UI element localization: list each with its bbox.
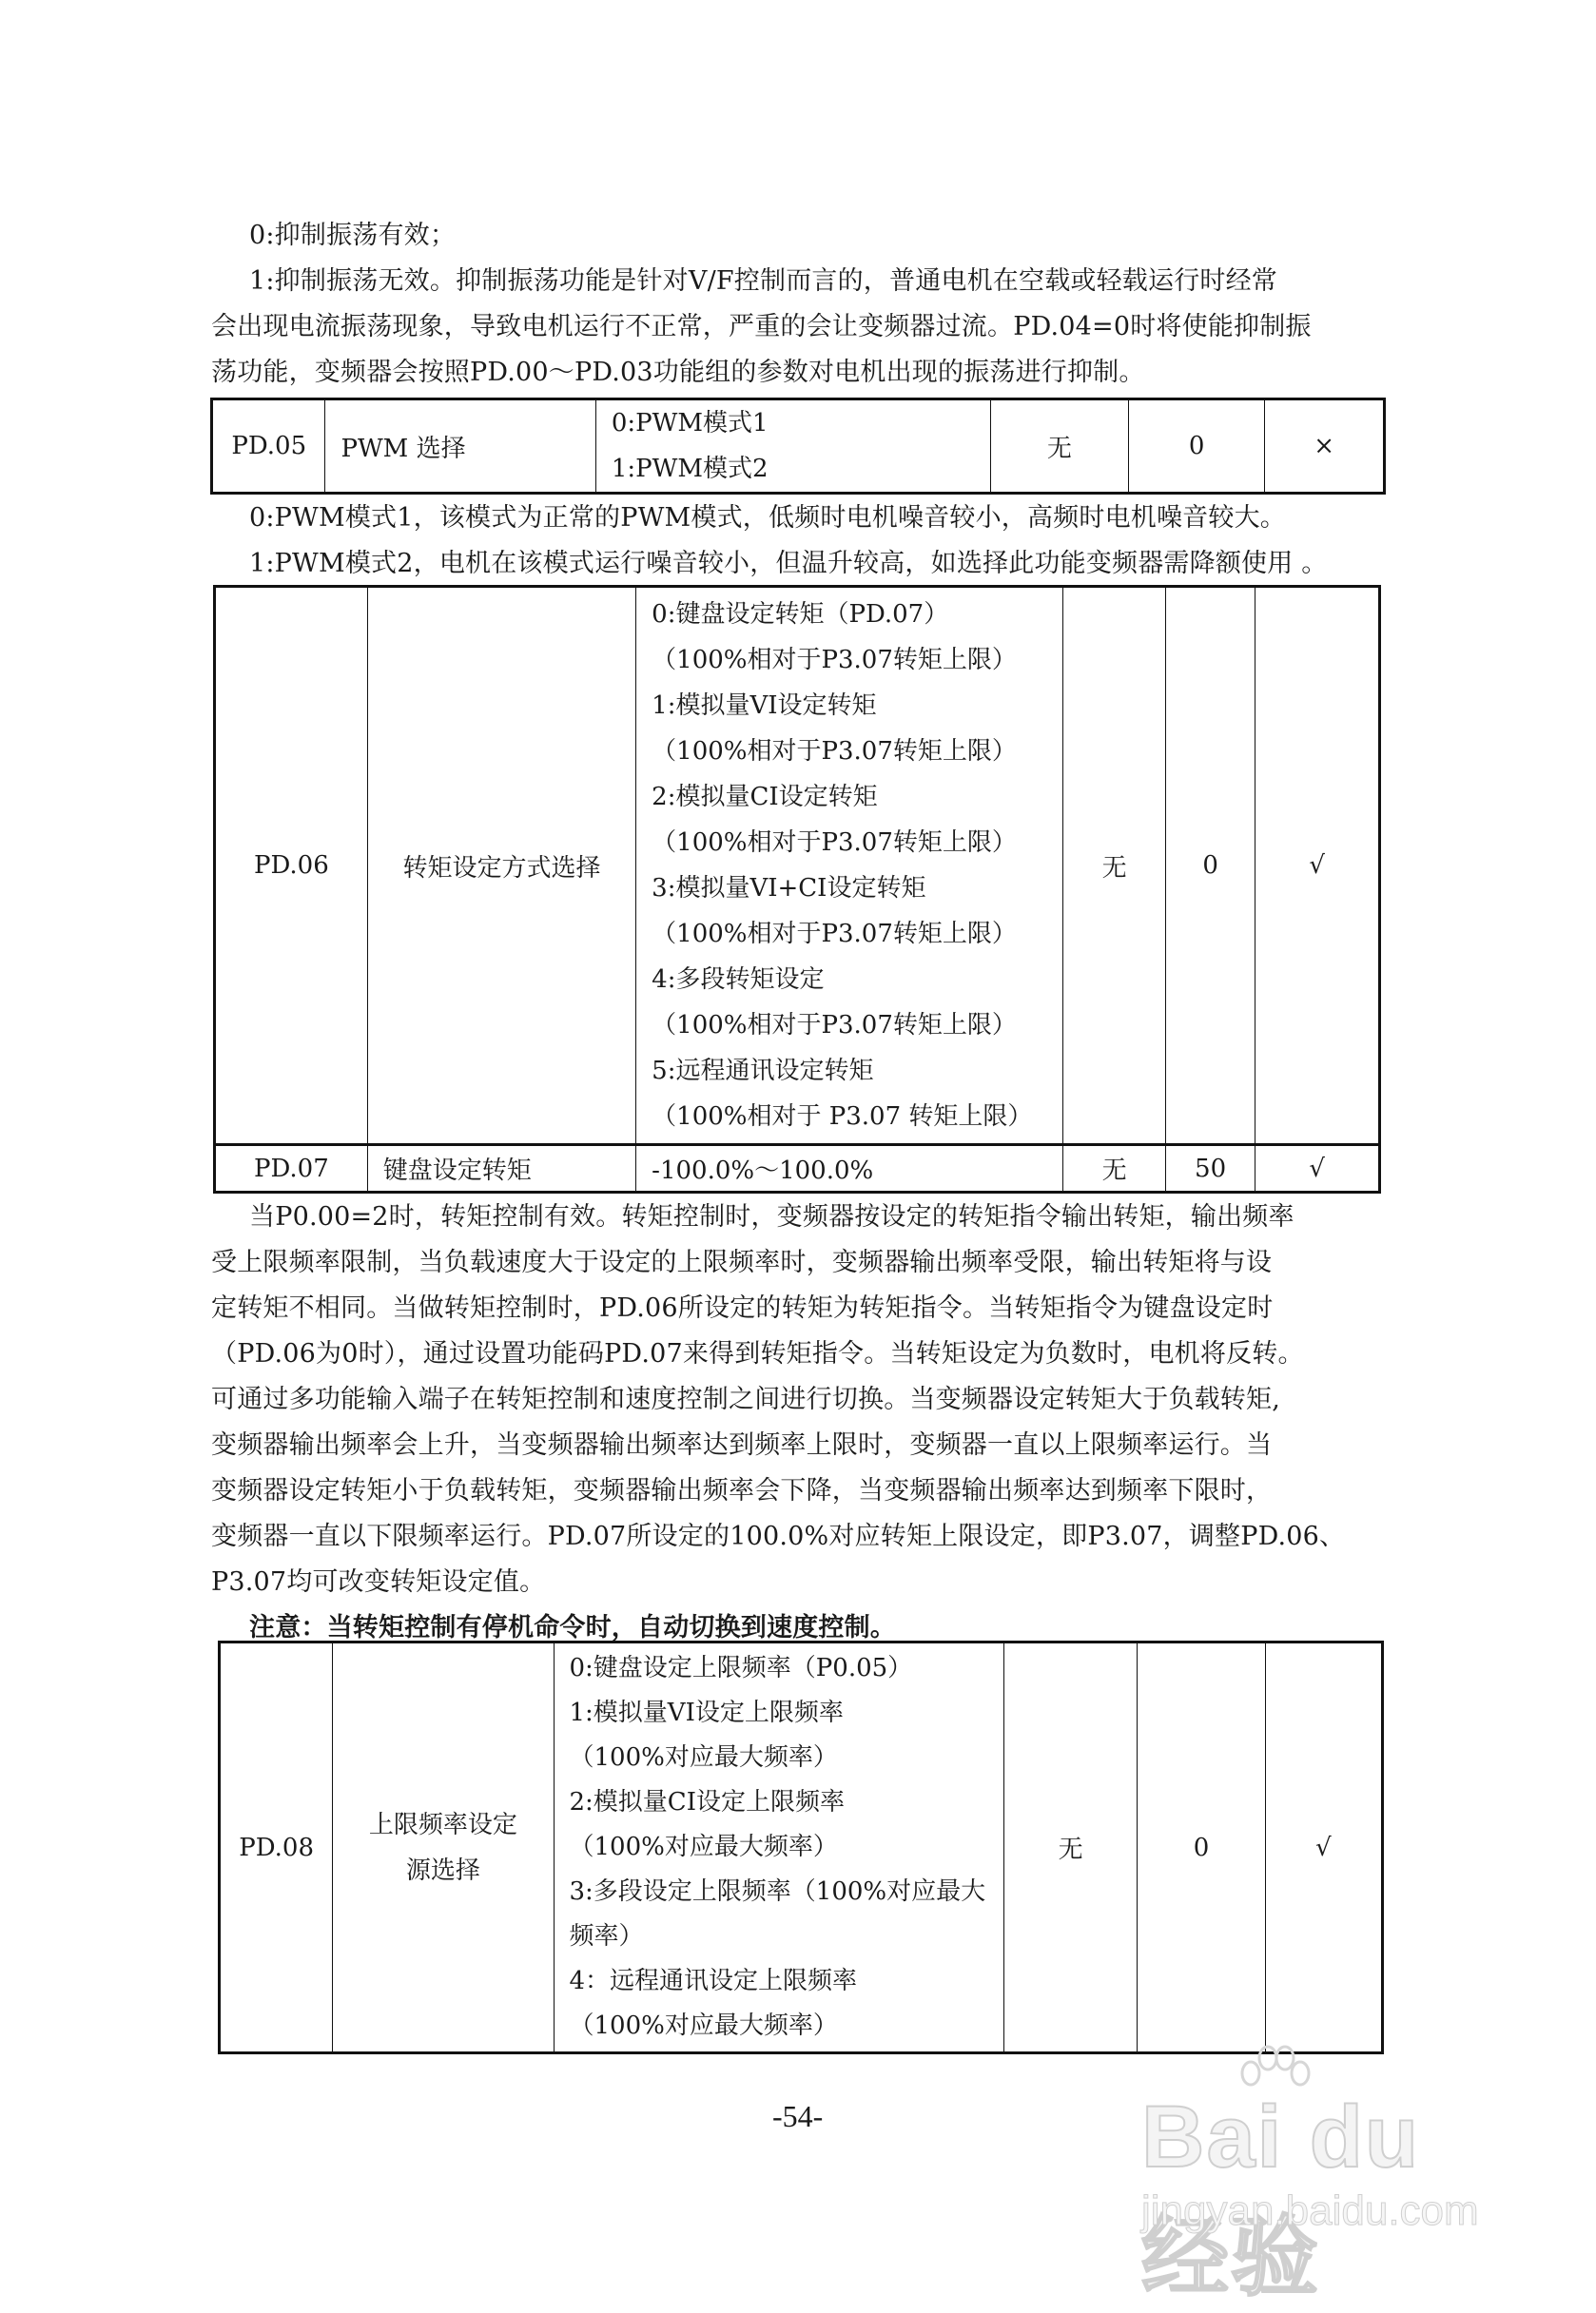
option-item: 0:键盘设定上限频率（P0.05） (569, 1654, 913, 1682)
param-default: 0 (1138, 1642, 1266, 2053)
param-default: 0 (1165, 587, 1255, 1145)
param-name-line: 源选择 (405, 1856, 480, 1885)
param-name: 转矩设定方式选择 (367, 587, 635, 1145)
param-code: PD.05 (212, 399, 325, 494)
torque-desc-line-2: 定转矩不相同。当做转矩控制时，PD.06所设定的转矩为转矩指令。当转矩指令为键盘设定时 (211, 1293, 1274, 1323)
param-unit: 无 (990, 399, 1128, 494)
pd05-desc-line-1: 1:PWM模式2，电机在该模式运行噪音较小，但温升较高，如选择此功能变频器需降额使用 。 (249, 549, 1328, 578)
torque-desc-line-0: 当P0.00=2时，转矩控制有效。转矩控制时，变频器按设定的转矩指令输出转矩，输出频率 (249, 1202, 1294, 1232)
torque-desc-line-3: （PD.06为0时），通过设置功能码PD.07来得到转矩指令。当转矩设定为负数时，电机将反转。 (211, 1339, 1304, 1369)
intro-line-2: 会出现电流振荡现象，导致电机运行不正常，严重的会让变频器过流。PD.04=0时将使能抑制振 (211, 312, 1312, 341)
option-item: 1:PWM模式2 (611, 455, 769, 483)
param-name: 键盘设定转矩 (367, 1145, 635, 1193)
option-item: 0:PWM模式1 (611, 409, 769, 437)
page-number: -54- (772, 2099, 824, 2133)
torque-desc-line-1: 受上限频率限制，当负载速度大于设定的上限频率时，变频器输出频率受限，输出转矩将与设 (211, 1248, 1273, 1277)
param-options (554, 1642, 1004, 2053)
param-modifiable: × (1265, 399, 1385, 494)
torque-desc-line-7: 变频器一直以下限频率运行。PD.07所设定的100.0%对应转矩上限设定，即P3.07，调整PD.06、 (211, 1522, 1346, 1551)
intro-line-1: 1:抑制振荡无效。抑制振荡功能是针对V/F控制而言的，普通电机在空载或轻载运行时经常 (249, 266, 1278, 296)
param-modifiable: √ (1255, 1145, 1380, 1193)
param-name: PWM 选择 (325, 399, 595, 494)
option-item: （100%相对于P3.07转矩上限） (652, 828, 1017, 857)
option-item: （100%相对于 P3.07 转矩上限） (652, 1102, 1033, 1131)
param-table-pd08 (218, 1641, 1384, 2054)
param-options (595, 399, 990, 494)
param-code: PD.08 (220, 1642, 333, 2053)
option-item: （100%相对于P3.07转矩上限） (652, 920, 1017, 948)
param-default: 50 (1165, 1145, 1255, 1193)
option-item: 1:模拟量VI设定上限频率 (569, 1699, 844, 1727)
option-item: 2:模拟量CI设定转矩 (652, 783, 878, 811)
option-item: 3:模拟量VI+CI设定转矩 (652, 874, 926, 903)
table-row (212, 399, 1385, 494)
param-modifiable: √ (1265, 1642, 1382, 2053)
param-unit: 无 (1063, 587, 1166, 1145)
option-item: 2:模拟量CI设定上限频率 (569, 1788, 845, 1817)
option-item: （100%相对于P3.07转矩上限） (652, 1011, 1017, 1040)
param-table-pd06-pd07 (213, 585, 1381, 1194)
param-unit: 无 (1004, 1642, 1138, 2053)
option-item: （100%对应最大频率） (569, 1743, 838, 1772)
option-item: 0:键盘设定转矩（PD.07） (652, 600, 949, 629)
torque-desc-line-4: 可通过多功能输入端子在转矩控制和速度控制之间进行切换。当变频器设定转矩大于负载转矩, (211, 1385, 1280, 1414)
intro-line-0: 0:抑制振荡有效； (249, 221, 457, 250)
torque-desc-line-8: P3.07均可改变转矩设定值。 (211, 1567, 546, 1597)
param-name (333, 1642, 554, 2053)
watermark-brand: Bai du 经验 (1141, 2089, 1421, 2306)
intro-line-3: 荡功能，变频器会按照PD.00～PD.03功能组的参数对电机出现的振荡进行抑制。 (211, 358, 1145, 387)
param-table-pd05 (210, 398, 1386, 495)
option-item: （100%相对于P3.07转矩上限） (652, 737, 1017, 766)
option-item: 5:远程通讯设定转矩 (652, 1057, 874, 1085)
option-item: 4:多段转矩设定 (652, 965, 825, 994)
torque-desc-line-6: 变频器设定转矩小于负载转矩，变频器输出频率会下降，当变频器输出频率达到频率下限时， (211, 1476, 1273, 1506)
param-code: PD.06 (215, 587, 368, 1145)
option-item: 4：远程通讯设定上限频率 (569, 1967, 858, 1995)
option-item: （100%相对于P3.07转矩上限） (652, 646, 1017, 674)
param-default: 0 (1129, 399, 1265, 494)
table-row (220, 1642, 1383, 2053)
param-range: -100.0%～100.0% (636, 1145, 1063, 1193)
option-item: （100%对应最大频率） (569, 1833, 838, 1861)
option-item: 频率） (569, 1922, 644, 1951)
table-row (215, 1145, 1380, 1193)
param-options (636, 587, 1063, 1145)
baidu-watermark (1141, 2045, 1522, 2306)
param-code: PD.07 (215, 1145, 368, 1193)
table-row (215, 587, 1380, 1145)
param-unit: 无 (1063, 1145, 1166, 1193)
watermark-url: jingyan.baidu.com (1141, 2187, 1479, 2234)
option-item: （100%对应最大频率） (569, 2012, 838, 2040)
option-item: 1:模拟量VI设定转矩 (652, 691, 877, 720)
param-name-line: 上限频率设定 (368, 1810, 517, 1839)
torque-note: 注意：当转矩控制有停机命令时，自动切换到速度控制。 (249, 1613, 896, 1642)
pd05-desc-line-0: 0:PWM模式1，该模式为正常的PWM模式，低频时电机噪音较小，高频时电机噪音较大。 (249, 503, 1286, 533)
param-modifiable: √ (1255, 587, 1380, 1145)
option-item: 3:多段设定上限频率（100%对应最大 (569, 1877, 986, 1906)
torque-desc-line-5: 变频器输出频率会上升，当变频器输出频率达到频率上限时，变频器一直以上限频率运行。当 (211, 1430, 1273, 1460)
